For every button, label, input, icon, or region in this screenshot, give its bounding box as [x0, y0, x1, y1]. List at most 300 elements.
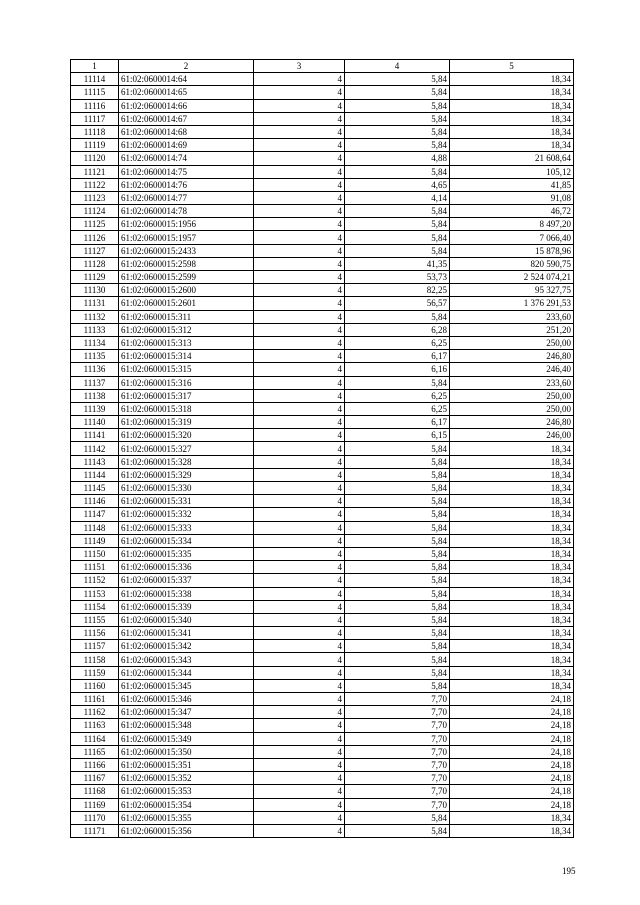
table-cell-col-5: 24,18 [450, 745, 574, 758]
table-cell-col-4: 4,14 [345, 191, 450, 204]
table-cell-col-4: 5,84 [345, 534, 450, 547]
table-cell-col-4: 5,84 [345, 640, 450, 653]
table-cell-col-2: 61:02:0600015:350 [119, 745, 254, 758]
table-cell-col-3: 4 [254, 363, 345, 376]
table-cell-col-3: 4 [254, 165, 345, 178]
table-cell-col-4: 5,84 [345, 231, 450, 244]
table-cell-col-4: 5,84 [345, 521, 450, 534]
table-row [71, 547, 574, 560]
table-cell-col-3: 4 [254, 323, 345, 336]
table-row [71, 152, 574, 165]
table-cell-col-4: 56,57 [345, 297, 450, 310]
table-cell-col-4: 5,84 [345, 495, 450, 508]
table-cell-col-4: 5,84 [345, 205, 450, 218]
table-cell-col-5: 18,34 [450, 627, 574, 640]
table-cell-col-3: 4 [254, 139, 345, 152]
table-cell-col-3: 4 [254, 706, 345, 719]
data-table [70, 59, 574, 838]
table-cell-col-1: 11147 [71, 508, 119, 521]
table-cell-col-2: 61:02:0600015:348 [119, 719, 254, 732]
table-cell-col-4: 5,84 [345, 86, 450, 99]
table-cell-col-3: 4 [254, 732, 345, 745]
table-row [71, 706, 574, 719]
table-cell-col-1: 11164 [71, 732, 119, 745]
table-cell-col-5: 18,34 [450, 613, 574, 626]
table-cell-col-2: 61:02:0600015:347 [119, 706, 254, 719]
table-cell-col-4: 5,84 [345, 218, 450, 231]
table-cell-col-2: 61:02:0600014:74 [119, 152, 254, 165]
column-header-2: 2 [119, 60, 254, 73]
table-cell-col-1: 11114 [71, 73, 119, 86]
header-row [71, 60, 574, 73]
table-row [71, 508, 574, 521]
table-cell-col-2: 61:02:0600015:346 [119, 693, 254, 706]
table-cell-col-2: 61:02:0600015:327 [119, 442, 254, 455]
table-cell-col-5: 24,18 [450, 772, 574, 785]
table-row [71, 666, 574, 679]
table-row [71, 785, 574, 798]
table-cell-col-2: 61:02:0600015:341 [119, 627, 254, 640]
table-cell-col-5: 41,85 [450, 178, 574, 191]
table-cell-col-4: 5,84 [345, 574, 450, 587]
table-cell-col-1: 11141 [71, 429, 119, 442]
table-cell-col-1: 11144 [71, 468, 119, 481]
table-cell-col-4: 6,25 [345, 402, 450, 415]
table-cell-col-1: 11161 [71, 693, 119, 706]
table-cell-col-5: 91,08 [450, 191, 574, 204]
table-cell-col-2: 61:02:0600015:338 [119, 587, 254, 600]
table-cell-col-4: 7,70 [345, 693, 450, 706]
table-cell-col-4: 5,84 [345, 310, 450, 323]
table-cell-col-3: 4 [254, 468, 345, 481]
table-cell-col-4: 5,84 [345, 587, 450, 600]
table-row [71, 811, 574, 824]
table-cell-col-2: 61:02:0600015:316 [119, 376, 254, 389]
table-cell-col-3: 4 [254, 416, 345, 429]
table-cell-col-3: 4 [254, 587, 345, 600]
table-cell-col-1: 11124 [71, 205, 119, 218]
table-cell-col-2: 61:02:0600015:2601 [119, 297, 254, 310]
table-cell-col-3: 4 [254, 508, 345, 521]
table-row [71, 468, 574, 481]
table-cell-col-4: 7,70 [345, 772, 450, 785]
table-cell-col-1: 11137 [71, 376, 119, 389]
table-row [71, 534, 574, 547]
table-row [71, 429, 574, 442]
table-cell-col-3: 4 [254, 310, 345, 323]
table-cell-col-2: 61:02:0600014:76 [119, 178, 254, 191]
table-cell-col-5: 18,34 [450, 139, 574, 152]
table-cell-col-3: 4 [254, 376, 345, 389]
table-cell-col-1: 11134 [71, 336, 119, 349]
table-cell-col-1: 11155 [71, 613, 119, 626]
table-row [71, 772, 574, 785]
table-cell-col-3: 4 [254, 73, 345, 86]
table-cell-col-1: 11160 [71, 679, 119, 692]
table-cell-col-2: 61:02:0600015:351 [119, 758, 254, 771]
table-cell-col-3: 4 [254, 482, 345, 495]
table-cell-col-2: 61:02:0600015:314 [119, 350, 254, 363]
table-cell-col-3: 4 [254, 244, 345, 257]
table-cell-col-4: 5,84 [345, 653, 450, 666]
table-cell-col-2: 61:02:0600014:65 [119, 86, 254, 99]
table-cell-col-1: 11129 [71, 271, 119, 284]
table-cell-col-2: 61:02:0600015:2433 [119, 244, 254, 257]
table-cell-col-5: 246,40 [450, 363, 574, 376]
table-cell-col-2: 61:02:0600015:328 [119, 455, 254, 468]
table-row [71, 758, 574, 771]
table-cell-col-1: 11152 [71, 574, 119, 587]
table-row [71, 231, 574, 244]
table-cell-col-5: 24,18 [450, 758, 574, 771]
table-row [71, 73, 574, 86]
table-cell-col-2: 61:02:0600015:340 [119, 613, 254, 626]
table-cell-col-3: 4 [254, 745, 345, 758]
table-cell-col-4: 5,84 [345, 613, 450, 626]
table-row [71, 495, 574, 508]
table-row [71, 745, 574, 758]
table-row [71, 99, 574, 112]
table-cell-col-3: 4 [254, 666, 345, 679]
table-cell-col-5: 18,34 [450, 508, 574, 521]
table-cell-col-4: 6,17 [345, 416, 450, 429]
table-cell-col-3: 4 [254, 429, 345, 442]
table-cell-col-4: 5,84 [345, 547, 450, 560]
table-cell-col-1: 11117 [71, 112, 119, 125]
table-cell-col-4: 5,84 [345, 508, 450, 521]
table-cell-col-4: 41,35 [345, 257, 450, 270]
table-cell-col-1: 11132 [71, 310, 119, 323]
table-cell-col-3: 4 [254, 350, 345, 363]
table-cell-col-5: 18,34 [450, 547, 574, 560]
table-cell-col-4: 5,84 [345, 99, 450, 112]
table-cell-col-1: 11154 [71, 600, 119, 613]
table-cell-col-3: 4 [254, 152, 345, 165]
table-cell-col-5: 18,34 [450, 534, 574, 547]
table-row [71, 350, 574, 363]
table-cell-col-2: 61:02:0600014:68 [119, 125, 254, 138]
table-row [71, 165, 574, 178]
table-cell-col-4: 7,70 [345, 719, 450, 732]
table-row [71, 112, 574, 125]
column-header-3: 3 [254, 60, 345, 73]
table-cell-col-2: 61:02:0600015:342 [119, 640, 254, 653]
column-header-5: 5 [450, 60, 574, 73]
table-cell-col-4: 5,84 [345, 165, 450, 178]
table-cell-col-1: 11120 [71, 152, 119, 165]
table-cell-col-4: 6,25 [345, 336, 450, 349]
table-cell-col-2: 61:02:0600015:333 [119, 521, 254, 534]
table-cell-col-5: 18,34 [450, 640, 574, 653]
table-cell-col-3: 4 [254, 627, 345, 640]
table-cell-col-5: 18,34 [450, 824, 574, 837]
table-cell-col-4: 5,84 [345, 600, 450, 613]
table-cell-col-3: 4 [254, 442, 345, 455]
table-row [71, 653, 574, 666]
table-cell-col-2: 61:02:0600015:354 [119, 798, 254, 811]
table-cell-col-1: 11142 [71, 442, 119, 455]
table-cell-col-5: 18,34 [450, 73, 574, 86]
table-cell-col-5: 18,34 [450, 574, 574, 587]
table-row [71, 613, 574, 626]
table-cell-col-5: 250,00 [450, 402, 574, 415]
table-row [71, 376, 574, 389]
table-cell-col-1: 11123 [71, 191, 119, 204]
table-cell-col-5: 24,18 [450, 719, 574, 732]
table-cell-col-4: 6,17 [345, 350, 450, 363]
table-row [71, 323, 574, 336]
table-row [71, 402, 574, 415]
table-cell-col-2: 61:02:0600015:345 [119, 679, 254, 692]
table-row [71, 271, 574, 284]
table-cell-col-1: 11169 [71, 798, 119, 811]
table-cell-col-2: 61:02:0600015:334 [119, 534, 254, 547]
table-cell-col-3: 4 [254, 402, 345, 415]
table-cell-col-5: 18,34 [450, 679, 574, 692]
table-cell-col-5: 18,34 [450, 86, 574, 99]
table-cell-col-4: 5,84 [345, 482, 450, 495]
table-row [71, 297, 574, 310]
table-cell-col-2: 61:02:0600015:317 [119, 389, 254, 402]
table-cell-col-5: 18,34 [450, 653, 574, 666]
table-cell-col-1: 11148 [71, 521, 119, 534]
table-cell-col-1: 11131 [71, 297, 119, 310]
table-cell-col-1: 11126 [71, 231, 119, 244]
table-row [71, 336, 574, 349]
table-cell-col-1: 11165 [71, 745, 119, 758]
table-header [71, 60, 574, 73]
table-row [71, 205, 574, 218]
table-cell-col-5: 24,18 [450, 732, 574, 745]
table-cell-col-5: 18,34 [450, 521, 574, 534]
table-cell-col-3: 4 [254, 798, 345, 811]
table-cell-col-2: 61:02:0600015:319 [119, 416, 254, 429]
table-cell-col-1: 11145 [71, 482, 119, 495]
table-cell-col-2: 61:02:0600015:339 [119, 600, 254, 613]
table-cell-col-5: 18,34 [450, 811, 574, 824]
table-cell-col-2: 61:02:0600015:331 [119, 495, 254, 508]
table-cell-col-5: 2 524 074,21 [450, 271, 574, 284]
table-cell-col-3: 4 [254, 574, 345, 587]
table-body [71, 73, 574, 838]
table-cell-col-2: 61:02:0600015:353 [119, 785, 254, 798]
table-cell-col-3: 4 [254, 191, 345, 204]
table-cell-col-4: 7,70 [345, 745, 450, 758]
table-cell-col-5: 246,80 [450, 416, 574, 429]
table-cell-col-5: 233,60 [450, 310, 574, 323]
table-cell-col-1: 11158 [71, 653, 119, 666]
table-row [71, 178, 574, 191]
table-cell-col-4: 5,84 [345, 125, 450, 138]
table-row [71, 310, 574, 323]
table-cell-col-1: 11166 [71, 758, 119, 771]
table-cell-col-5: 18,34 [450, 468, 574, 481]
table-cell-col-2: 61:02:0600015:318 [119, 402, 254, 415]
table-cell-col-2: 61:02:0600015:1956 [119, 218, 254, 231]
table-cell-col-2: 61:02:0600015:315 [119, 363, 254, 376]
table-cell-col-1: 11171 [71, 824, 119, 837]
table-cell-col-5: 18,34 [450, 442, 574, 455]
table-cell-col-1: 11138 [71, 389, 119, 402]
table-cell-col-3: 4 [254, 640, 345, 653]
table-cell-col-2: 61:02:0600015:352 [119, 772, 254, 785]
table-cell-col-5: 18,34 [450, 587, 574, 600]
table-cell-col-3: 4 [254, 693, 345, 706]
table-cell-col-3: 4 [254, 231, 345, 244]
table-cell-col-1: 11156 [71, 627, 119, 640]
table-cell-col-4: 7,70 [345, 706, 450, 719]
table-row [71, 389, 574, 402]
table-cell-col-1: 11151 [71, 561, 119, 574]
table-cell-col-1: 11159 [71, 666, 119, 679]
table-cell-col-2: 61:02:0600015:1957 [119, 231, 254, 244]
table-cell-col-1: 11121 [71, 165, 119, 178]
table-row [71, 719, 574, 732]
table-cell-col-4: 5,84 [345, 139, 450, 152]
table-cell-col-1: 11119 [71, 139, 119, 152]
table-cell-col-3: 4 [254, 534, 345, 547]
table-cell-col-2: 61:02:0600015:335 [119, 547, 254, 560]
table-cell-col-1: 11128 [71, 257, 119, 270]
table-row [71, 693, 574, 706]
table-cell-col-1: 11125 [71, 218, 119, 231]
table-cell-col-4: 5,84 [345, 442, 450, 455]
table-cell-col-5: 24,18 [450, 785, 574, 798]
table-cell-col-5: 18,34 [450, 600, 574, 613]
table-row [71, 416, 574, 429]
table-cell-col-5: 24,18 [450, 706, 574, 719]
table-row [71, 798, 574, 811]
table-cell-col-5: 246,80 [450, 350, 574, 363]
column-header-4: 4 [345, 60, 450, 73]
table-cell-col-3: 4 [254, 758, 345, 771]
table-cell-col-1: 11118 [71, 125, 119, 138]
table-row [71, 587, 574, 600]
table-cell-col-4: 5,84 [345, 627, 450, 640]
table-row [71, 218, 574, 231]
table-cell-col-5: 24,18 [450, 693, 574, 706]
table-cell-col-2: 61:02:0600014:77 [119, 191, 254, 204]
table-row [71, 139, 574, 152]
table-cell-col-4: 7,70 [345, 798, 450, 811]
table-row [71, 363, 574, 376]
table-cell-col-2: 61:02:0600015:329 [119, 468, 254, 481]
table-cell-col-1: 11149 [71, 534, 119, 547]
table-cell-col-1: 11127 [71, 244, 119, 257]
table-cell-col-1: 11170 [71, 811, 119, 824]
table-cell-col-5: 8 497,20 [450, 218, 574, 231]
column-header-1: 1 [71, 60, 119, 73]
table-cell-col-4: 53,73 [345, 271, 450, 284]
table-cell-col-2: 61:02:0600014:66 [119, 99, 254, 112]
table-cell-col-3: 4 [254, 336, 345, 349]
table-cell-col-1: 11122 [71, 178, 119, 191]
table-cell-col-2: 61:02:0600015:332 [119, 508, 254, 521]
table-cell-col-2: 61:02:0600014:64 [119, 73, 254, 86]
table-cell-col-5: 18,34 [450, 495, 574, 508]
table-row [71, 125, 574, 138]
table-cell-col-3: 4 [254, 389, 345, 402]
table-cell-col-5: 250,00 [450, 389, 574, 402]
table-cell-col-4: 5,84 [345, 679, 450, 692]
table-cell-col-3: 4 [254, 772, 345, 785]
table-cell-col-5: 820 590,75 [450, 257, 574, 270]
table-cell-col-4: 5,84 [345, 244, 450, 257]
table-cell-col-5: 18,34 [450, 666, 574, 679]
table-cell-col-3: 4 [254, 613, 345, 626]
table-cell-col-1: 11168 [71, 785, 119, 798]
table-row [71, 521, 574, 534]
page-number: 195 [562, 866, 576, 876]
table-cell-col-2: 61:02:0600015:336 [119, 561, 254, 574]
table-cell-col-4: 5,84 [345, 824, 450, 837]
table-cell-col-4: 5,84 [345, 666, 450, 679]
table-cell-col-5: 18,34 [450, 112, 574, 125]
table-cell-col-3: 4 [254, 218, 345, 231]
table-row [71, 627, 574, 640]
table-row [71, 679, 574, 692]
table-cell-col-3: 4 [254, 178, 345, 191]
table-cell-col-5: 1 376 291,53 [450, 297, 574, 310]
table-row [71, 86, 574, 99]
table-row [71, 561, 574, 574]
table-cell-col-2: 61:02:0600015:313 [119, 336, 254, 349]
table-cell-col-3: 4 [254, 679, 345, 692]
table-cell-col-3: 4 [254, 99, 345, 112]
table-cell-col-3: 4 [254, 521, 345, 534]
table-cell-col-5: 95 327,75 [450, 284, 574, 297]
table-cell-col-4: 5,84 [345, 561, 450, 574]
table-cell-col-4: 6,16 [345, 363, 450, 376]
table-cell-col-5: 18,34 [450, 99, 574, 112]
table-cell-col-2: 61:02:0600015:349 [119, 732, 254, 745]
table-cell-col-1: 11146 [71, 495, 119, 508]
table-cell-col-3: 4 [254, 125, 345, 138]
table-cell-col-4: 5,84 [345, 455, 450, 468]
table-cell-col-3: 4 [254, 112, 345, 125]
table-cell-col-5: 46,72 [450, 205, 574, 218]
table-cell-col-5: 251,20 [450, 323, 574, 336]
table-cell-col-2: 61:02:0600015:320 [119, 429, 254, 442]
table-row [71, 824, 574, 837]
table-cell-col-5: 233,60 [450, 376, 574, 389]
table-cell-col-4: 5,84 [345, 376, 450, 389]
table-cell-col-4: 6,25 [345, 389, 450, 402]
table-cell-col-1: 11143 [71, 455, 119, 468]
table-cell-col-1: 11140 [71, 416, 119, 429]
table-cell-col-2: 61:02:0600015:355 [119, 811, 254, 824]
table-cell-col-5: 21 608,64 [450, 152, 574, 165]
table-cell-col-2: 61:02:0600014:69 [119, 139, 254, 152]
table-cell-col-1: 11135 [71, 350, 119, 363]
table-cell-col-4: 5,84 [345, 811, 450, 824]
table-cell-col-2: 61:02:0600015:2600 [119, 284, 254, 297]
table-cell-col-2: 61:02:0600014:78 [119, 205, 254, 218]
table-cell-col-5: 7 066,40 [450, 231, 574, 244]
table-cell-col-1: 11153 [71, 587, 119, 600]
table-cell-col-2: 61:02:0600015:2599 [119, 271, 254, 284]
table-row [71, 442, 574, 455]
table-cell-col-3: 4 [254, 257, 345, 270]
table-cell-col-2: 61:02:0600015:330 [119, 482, 254, 495]
table-cell-col-2: 61:02:0600015:337 [119, 574, 254, 587]
table-cell-col-1: 11116 [71, 99, 119, 112]
table-row [71, 455, 574, 468]
table-cell-col-4: 6,15 [345, 429, 450, 442]
table-cell-col-4: 7,70 [345, 785, 450, 798]
table-cell-col-4: 82,25 [345, 284, 450, 297]
table-cell-col-5: 18,34 [450, 125, 574, 138]
